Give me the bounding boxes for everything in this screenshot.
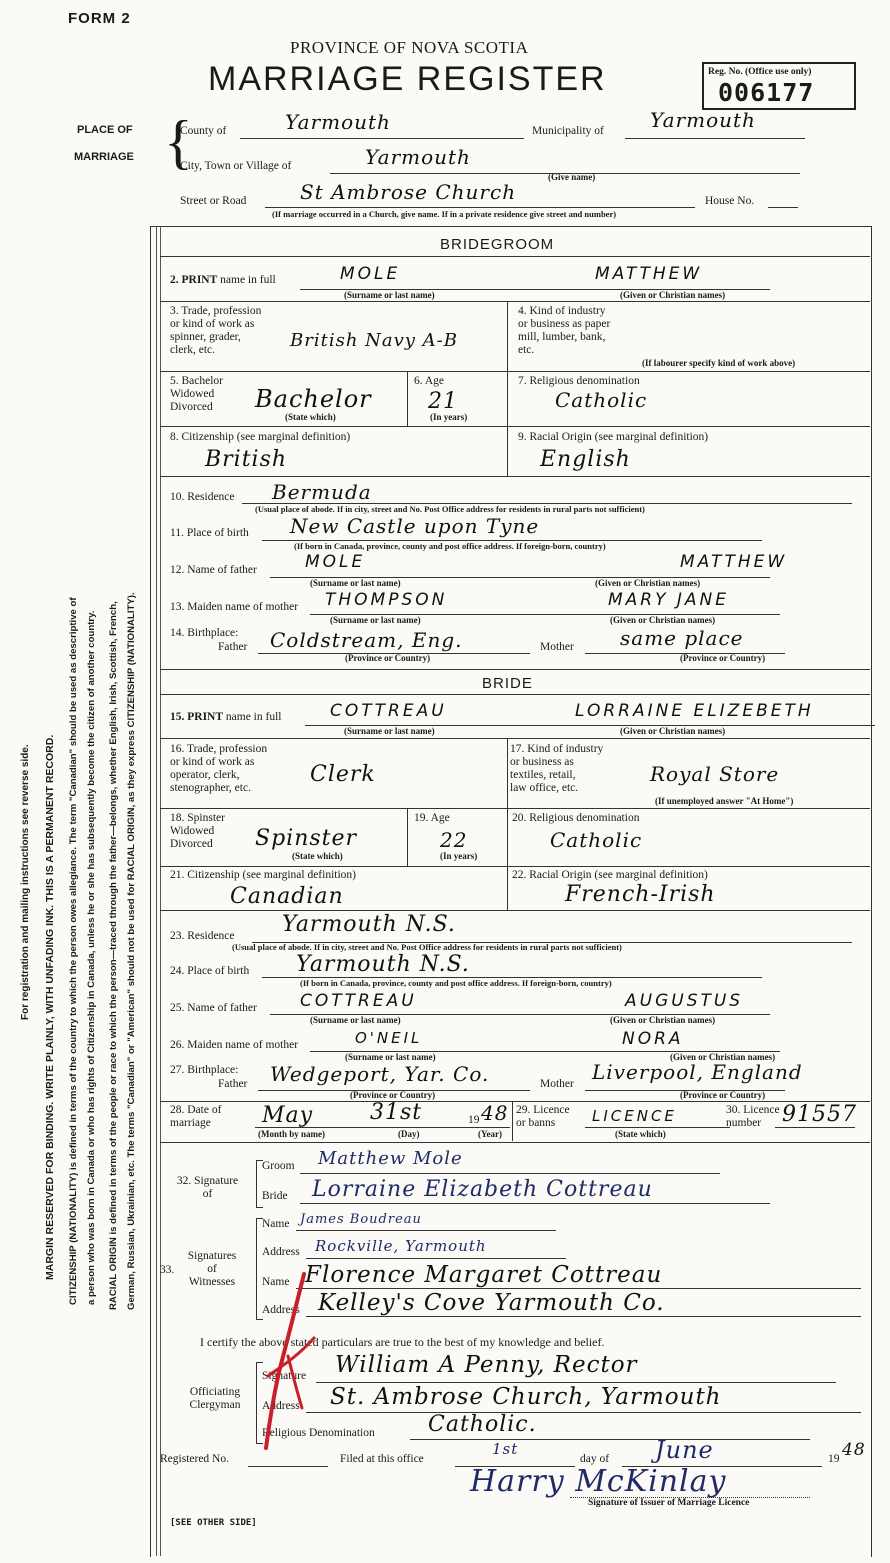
red-check-mark <box>258 1268 328 1458</box>
licence-label: 29. Licence or banns <box>516 1104 570 1129</box>
signature-label: 32. Signature of <box>176 1175 239 1200</box>
groom-father-word: Father <box>218 641 248 653</box>
witness2-name-label: Name <box>262 1276 290 1288</box>
issuer-signature: Harry McKinlay <box>470 1464 727 1499</box>
groom-given: MATTHEW <box>595 264 703 284</box>
groom-age-hint: (In years) <box>430 412 468 422</box>
bride-mother-surname: O'NEIL <box>355 1029 423 1047</box>
licence-value: LICENCE <box>592 1107 677 1125</box>
clergy-denomination-label: Religious Denomination <box>262 1427 375 1439</box>
bride-name-label: 15. PRINT name in full <box>170 711 282 723</box>
bride-age: 22 <box>440 828 468 852</box>
bride-heading: BRIDE <box>482 675 533 692</box>
bride-residence-label: 23. Residence <box>170 930 235 942</box>
place-label-2: MARRIAGE <box>74 151 134 163</box>
place-brace: { <box>164 109 193 175</box>
marriage-year: 48 <box>481 1101 509 1125</box>
county-value: Yarmouth <box>285 110 391 134</box>
groom-birthplaces-label: 14. Birthplace: <box>170 627 239 639</box>
clergy-sig-label: Signature <box>262 1370 307 1382</box>
marriage-month: May <box>262 1103 314 1128</box>
bride-birthplace-label: 24. Place of birth <box>170 965 250 977</box>
street-label: Street or Road <box>180 195 247 207</box>
groom-residence: Bermuda <box>272 480 372 504</box>
groom-age-label: 6. Age <box>414 375 445 387</box>
groom-mother-surname: THOMPSON <box>325 590 448 610</box>
groom-signature: Matthew Mole <box>318 1148 463 1169</box>
groom-surname-hint: (Surname or last name) <box>344 290 435 300</box>
filed-month: June <box>655 1436 714 1464</box>
witness2-address-label: Address <box>262 1304 300 1316</box>
certification-text: I certify the above stated particulars are true to the best of my knowledge and belief. <box>200 1335 605 1349</box>
margin-citizenship-2: a person who was born in Canada or who has rights of Citizenship in Canada, unless he or she has subsequently become the citizen of another country. <box>86 610 97 1305</box>
groom-name-label: 2. PRINT name in full <box>170 274 276 286</box>
province-title: PROVINCE OF NOVA SCOTIA <box>290 38 529 57</box>
groom-age: 21 <box>428 389 458 414</box>
bride-racial-label: 22. Racial Origin (see marginal definition) <box>512 869 708 881</box>
bride-surname-hint: (Surname or last name) <box>344 726 435 736</box>
marriage-date-label: 28. Date of marriage <box>170 1104 222 1129</box>
street-hint: (If marriage occurred in a Church, give name. If in a private residence give street and number) <box>272 209 617 219</box>
margin-racial-1: RACIAL ORIGIN is defined in terms of the people or race to which the person—traced through the father—belongs, whether English, Irish, Scottish, French, <box>108 601 119 1310</box>
bride-trade: Clerk <box>310 762 376 787</box>
bride-father-surname-hint: (Surname or last name) <box>310 1015 401 1025</box>
bride-mother-given: NORA <box>622 1029 684 1049</box>
filed-year-prefix: 19 <box>828 1453 840 1465</box>
marriage-day-hint: (Day) <box>398 1129 420 1139</box>
margin-binding-note: MARGIN RESERVED FOR BINDING. WRITE PLAINLY, WITH UNFADING INK. THIS IS A PERMANENT RECORD. <box>44 734 56 1280</box>
groom-industry-hint: (If labourer specify kind of work above) <box>642 358 796 368</box>
city-label: City, Town or Village of <box>180 160 292 172</box>
licence-number-label: 30. Licence number <box>726 1104 780 1129</box>
bride-trade-label: 16. Trade, profession or kind of work as operator, clerk, stenographer, etc. <box>170 743 268 794</box>
witness1-name-label: Name <box>262 1218 290 1230</box>
licence-hint: (State which) <box>615 1129 666 1139</box>
groom-mother-birthplace: same place <box>620 626 744 650</box>
witnesses-label: Signatures of Witnesses <box>187 1250 237 1288</box>
clergy-label: Officiating Clergyman <box>189 1386 241 1411</box>
groom-racial-label: 9. Racial Origin (see marginal definition) <box>518 431 709 443</box>
groom-industry-label: 4. Kind of industry or business as paper mill, lumber, bank, etc. <box>518 305 611 356</box>
bride-signature: Lorraine Elizabeth Cottreau <box>312 1177 653 1202</box>
bride-residence: Yarmouth N.S. <box>282 912 456 937</box>
day-of-label: day of <box>580 1453 610 1465</box>
bride-father-word: Father <box>218 1078 248 1090</box>
bride-given: LORRAINE ELIZEBETH <box>575 701 814 721</box>
witness1-address-label: Address <box>262 1246 300 1258</box>
groom-status-label: 5. Bachelor Widowed Divorced <box>170 375 224 413</box>
bride-father-given-hint: (Given or Christian names) <box>610 1015 716 1025</box>
bride-age-label: 19. Age <box>414 812 450 824</box>
groom-mother-surname-hint: (Surname or last name) <box>330 615 421 625</box>
bride-birthplace-hint: (If born in Canada, province, county and post office address. If foreign-born, country) <box>300 978 612 988</box>
bride-father-surname: COTTREAU <box>300 991 417 1011</box>
groom-sig-label: Groom <box>262 1160 295 1172</box>
groom-trade-label: 3. Trade, profession or kind of work as spinner, grader, clerk, etc. <box>170 305 262 356</box>
clergy-denomination: Catholic. <box>428 1412 537 1437</box>
groom-residence-label: 10. Residence <box>170 491 235 503</box>
marriage-year-prefix: 19 <box>468 1114 480 1126</box>
house-label: House No. <box>705 195 755 207</box>
bride-father-birthplace: Wedgeport, Yar. Co. <box>270 1062 490 1086</box>
reg-no-label: Reg. No. (Office use only) <box>708 67 812 77</box>
groom-mother-label: 13. Maiden name of mother <box>170 601 299 613</box>
reg-no-value: 006177 <box>718 78 815 107</box>
bride-father-given: AUGUSTUS <box>625 991 744 1011</box>
bride-status-hint: (State which) <box>292 851 343 861</box>
groom-father-given-hint: (Given or Christian names) <box>595 578 701 588</box>
witness1-address: Rockville, Yarmouth <box>315 1237 487 1255</box>
place-label-1: PLACE OF <box>77 124 133 136</box>
groom-citizenship-label: 8. Citizenship (see marginal definition) <box>170 431 351 443</box>
bride-citizenship: Canadian <box>230 884 344 909</box>
groom-given-hint: (Given or Christian names) <box>620 290 726 300</box>
reg-no-box <box>702 62 856 110</box>
clergy-address-label: Address <box>262 1400 300 1412</box>
marriage-year-hint: (Year) <box>478 1129 502 1139</box>
filed-label: Filed at this office <box>340 1453 424 1465</box>
groom-birthplace-label: 11. Place of birth <box>170 527 249 539</box>
groom-mother-given: MARY JANE <box>608 590 729 610</box>
street-value: St Ambrose Church <box>300 180 517 204</box>
bride-industry: Royal Store <box>650 762 780 786</box>
bride-birthplaces-label: 27. Birthplace: <box>170 1064 239 1076</box>
bride-mother-birthplace: Liverpool, England <box>592 1060 803 1084</box>
groom-father-birthplace: Coldstream, Eng. <box>270 628 463 652</box>
groom-father-surname-hint: (Surname or last name) <box>310 578 401 588</box>
margin-racial-2: German, Russian, Ukrainian, etc. The terms "Canadian" or "American" should not be used for RACIAL ORIGIN, as they express CITIZENSHIP (NATIONALITY). <box>126 592 137 1310</box>
filed-year: 48 <box>842 1440 866 1460</box>
bride-religion: Catholic <box>550 828 643 852</box>
municipality-value: Yarmouth <box>650 108 756 132</box>
bride-status: Spinster <box>255 826 358 851</box>
municipality-label: Municipality of <box>532 125 604 137</box>
county-label: County of <box>180 125 227 137</box>
groom-residence-hint: (Usual place of abode. If in city, street and No. Post Office address for residents in rural parts not sufficient) <box>255 504 645 514</box>
witnesses-number: 33. <box>160 1264 175 1276</box>
groom-racial: English <box>540 447 631 472</box>
clergy-address: St. Ambrose Church, Yarmouth <box>330 1384 722 1410</box>
groom-birthplace: New Castle upon Tyne <box>290 514 540 538</box>
bride-father-label: 25. Name of father <box>170 1002 257 1014</box>
bride-sig-label: Bride <box>262 1190 288 1202</box>
groom-trade: British Navy A-B <box>290 330 458 351</box>
groom-father-given: MATTHEW <box>680 552 788 572</box>
bride-citizenship-label: 21. Citizenship (see marginal definition) <box>170 869 356 881</box>
bride-racial: French-Irish <box>565 882 716 907</box>
bride-industry-label: 17. Kind of industry or business as textiles, retail, law office, etc. <box>510 743 604 794</box>
bride-mother-label: 26. Maiden name of mother <box>170 1039 299 1051</box>
marriage-month-hint: (Month by name) <box>258 1129 325 1139</box>
groom-father-surname: MOLE <box>305 552 366 572</box>
bride-mother-given-hint: (Given or Christian names) <box>670 1052 776 1062</box>
filed-day: 1st <box>492 1440 519 1458</box>
bride-birthplace: Yarmouth N.S. <box>296 952 470 977</box>
bride-age-hint: (In years) <box>440 851 478 861</box>
margin-citizenship-1: CITIZENSHIP (NATIONALITY) is defined in terms of the country to which the person owes allegiance. The term "Canadian" should be used as descriptive of <box>68 597 79 1305</box>
clergy-signature: William A Penny, Rector <box>335 1352 638 1378</box>
bride-religion-label: 20. Religious denomination <box>512 812 640 824</box>
marriage-day: 31st <box>370 1100 423 1125</box>
bride-surname: COTTREAU <box>330 701 447 721</box>
groom-father-prov-hint: (Province or Country) <box>345 653 431 663</box>
groom-status-hint: (State which) <box>285 412 336 422</box>
witness1-name: James Boudreau <box>300 1212 422 1227</box>
groom-birthplace-hint: (If born in Canada, province, county and post office address. If foreign-born, country) <box>294 541 606 551</box>
groom-mother-word: Mother <box>540 641 574 653</box>
groom-father-label: 12. Name of father <box>170 564 257 576</box>
licence-number: 91557 <box>782 1102 857 1127</box>
bride-mother-surname-hint: (Surname or last name) <box>345 1052 436 1062</box>
form-number: FORM 2 <box>68 10 131 27</box>
bride-mother-prov-hint: (Province or Country) <box>680 1090 766 1100</box>
groom-religion: Catholic <box>555 388 648 412</box>
groom-heading: BRIDEGROOM <box>440 236 555 253</box>
witness2-name: Florence Margaret Cottreau <box>305 1262 663 1288</box>
bride-father-prov-hint: (Province or Country) <box>350 1090 436 1100</box>
bride-residence-hint: (Usual place of abode. If in city, street and No. Post Office address for residents in rural parts not sufficient) <box>232 942 622 952</box>
give-name-hint: (Give name) <box>548 172 596 182</box>
city-value: Yarmouth <box>365 145 471 169</box>
registered-no-label: Registered No. <box>160 1453 229 1465</box>
see-other-side: [SEE OTHER SIDE] <box>170 1518 257 1528</box>
bride-industry-hint: (If unemployed answer "At Home") <box>655 796 794 806</box>
issuer-signature-label: Signature of Issuer of Marriage Licence <box>588 1498 750 1508</box>
groom-citizenship: British <box>205 447 288 472</box>
document-title: MARRIAGE REGISTER <box>208 60 607 98</box>
bride-status-label: 18. Spinster Widowed Divorced <box>170 812 225 850</box>
margin-instructions: For registration and mailing instructions see reverse side. <box>20 744 31 1020</box>
groom-surname: MOLE <box>340 264 401 284</box>
bride-given-hint: (Given or Christian names) <box>620 726 726 736</box>
witness2-address: Kelley's Cove Yarmouth Co. <box>318 1290 665 1316</box>
groom-religion-label: 7. Religious denomination <box>518 375 640 387</box>
groom-status: Bachelor <box>255 385 372 413</box>
groom-mother-given-hint: (Given or Christian names) <box>610 615 716 625</box>
groom-mother-prov-hint: (Province or Country) <box>680 653 766 663</box>
bride-mother-word: Mother <box>540 1078 574 1090</box>
